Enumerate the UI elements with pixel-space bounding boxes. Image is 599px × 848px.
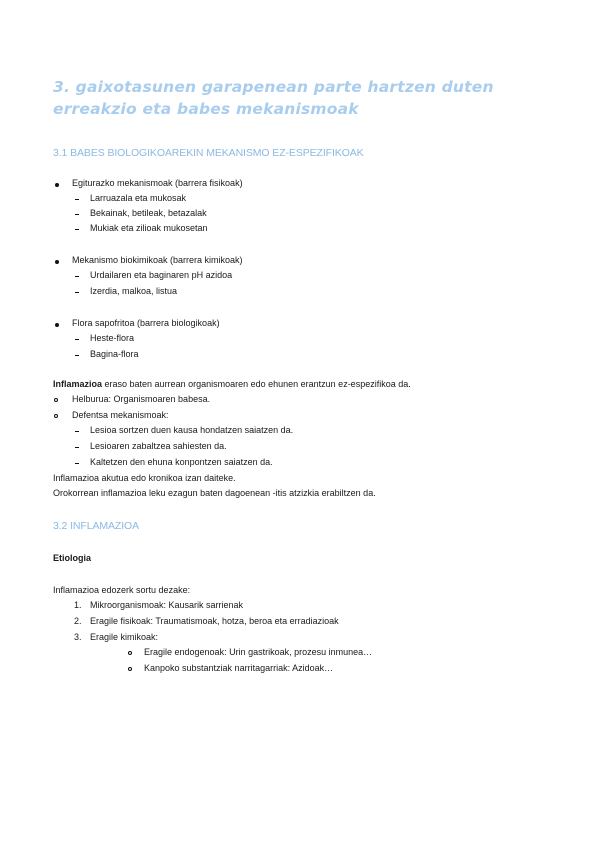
list-item: Bekainak, betileak, betazalak — [90, 208, 207, 218]
list-item: Eragile endogenoak: Urin gastrikoak, prozesu inmunea… — [144, 647, 373, 657]
dash-marker — [75, 463, 79, 464]
dash-marker — [75, 339, 79, 340]
list-item: Larruazala eta mukosak — [90, 193, 187, 203]
section-heading-3-2: 3.2 INFLAMAZIOA — [53, 520, 140, 532]
list-number: 3. — [74, 632, 82, 642]
term-inflamazioa: Inflamazioa — [53, 379, 103, 389]
dash-marker — [75, 276, 79, 277]
list-item: Eragile fisikoak: Traumatismoak, hotza, beroa eta erradiazioak — [90, 616, 339, 626]
list-number: 2. — [74, 616, 82, 626]
dash-marker — [75, 355, 79, 356]
definition-text: eraso baten aurrean organismoaren edo ehunen erantzun ez-espezifikoa da. — [102, 379, 411, 389]
paragraph-definition — [53, 379, 411, 390]
circle-marker — [128, 651, 132, 655]
dash-marker — [75, 431, 79, 432]
subheading-etiologia: Etiologia — [53, 553, 91, 563]
list-item: Egiturazko mekanismoak (barrera fisikoak) — [72, 178, 243, 188]
page-title: 3. gaixotasunen garapenean parte hartzen duten erreakzio eta babes mekanismoak — [53, 78, 494, 118]
dash-marker — [75, 214, 79, 215]
bullet-dot — [55, 260, 59, 264]
list-item: Heste-flora — [90, 333, 135, 343]
list-number: 1. — [74, 600, 82, 610]
list-item: Mukiak eta zilioak mukosetan — [90, 223, 208, 233]
paragraph-intro: Inflamazioa edozerk sortu dezake: — [53, 585, 191, 595]
list-item: Kaltetzen den ehuna konpontzen saiatzen da. — [90, 457, 273, 467]
dash-marker — [75, 447, 79, 448]
list-item: Izerdia, malkoa, listua — [90, 286, 178, 296]
list-item: Helburua: Organismoaren babesa. — [72, 394, 211, 404]
list-item: Mikroorganismoak: Kausarik sarrienak — [90, 600, 244, 610]
paragraph-note: Orokorrean inflamazioa leku ezagun baten dagoenean -itis atzizkia erabiltzen da. — [53, 488, 376, 498]
list-item: Lesioa sortzen duen kausa hondatzen saiatzen da. — [90, 425, 294, 435]
dash-marker — [75, 229, 79, 230]
list-item: Lesioaren zabaltzea sahiesten da. — [90, 441, 227, 451]
circle-marker — [128, 667, 132, 671]
list-item: Urdailaren eta baginaren pH azidoa — [90, 270, 233, 280]
list-item: Mekanismo biokimikoak (barrera kimikoak) — [72, 255, 243, 265]
dash-marker — [75, 199, 79, 200]
circle-marker — [54, 398, 58, 402]
section-heading-3-1: 3.1 BABES BIOLOGIKOAREKIN MEKANISMO EZ-ESPEZIFIKOAK — [53, 147, 364, 159]
list-item: Kanpoko substantziak narritagarriak: Azidoak… — [144, 663, 334, 673]
circle-marker — [54, 414, 58, 418]
bullet-dot — [55, 323, 59, 327]
paragraph-note: Inflamazioa akutua edo kronikoa izan daiteke. — [53, 473, 236, 483]
list-item: Bagina-flora — [90, 349, 139, 359]
list-item: Eragile kimikoak: — [90, 632, 159, 642]
bullet-dot — [55, 183, 59, 187]
list-item: Flora sapofritoa (barrera biologikoak) — [72, 318, 220, 328]
list-item: Defentsa mekanismoak: — [72, 410, 169, 420]
dash-marker — [75, 292, 79, 293]
